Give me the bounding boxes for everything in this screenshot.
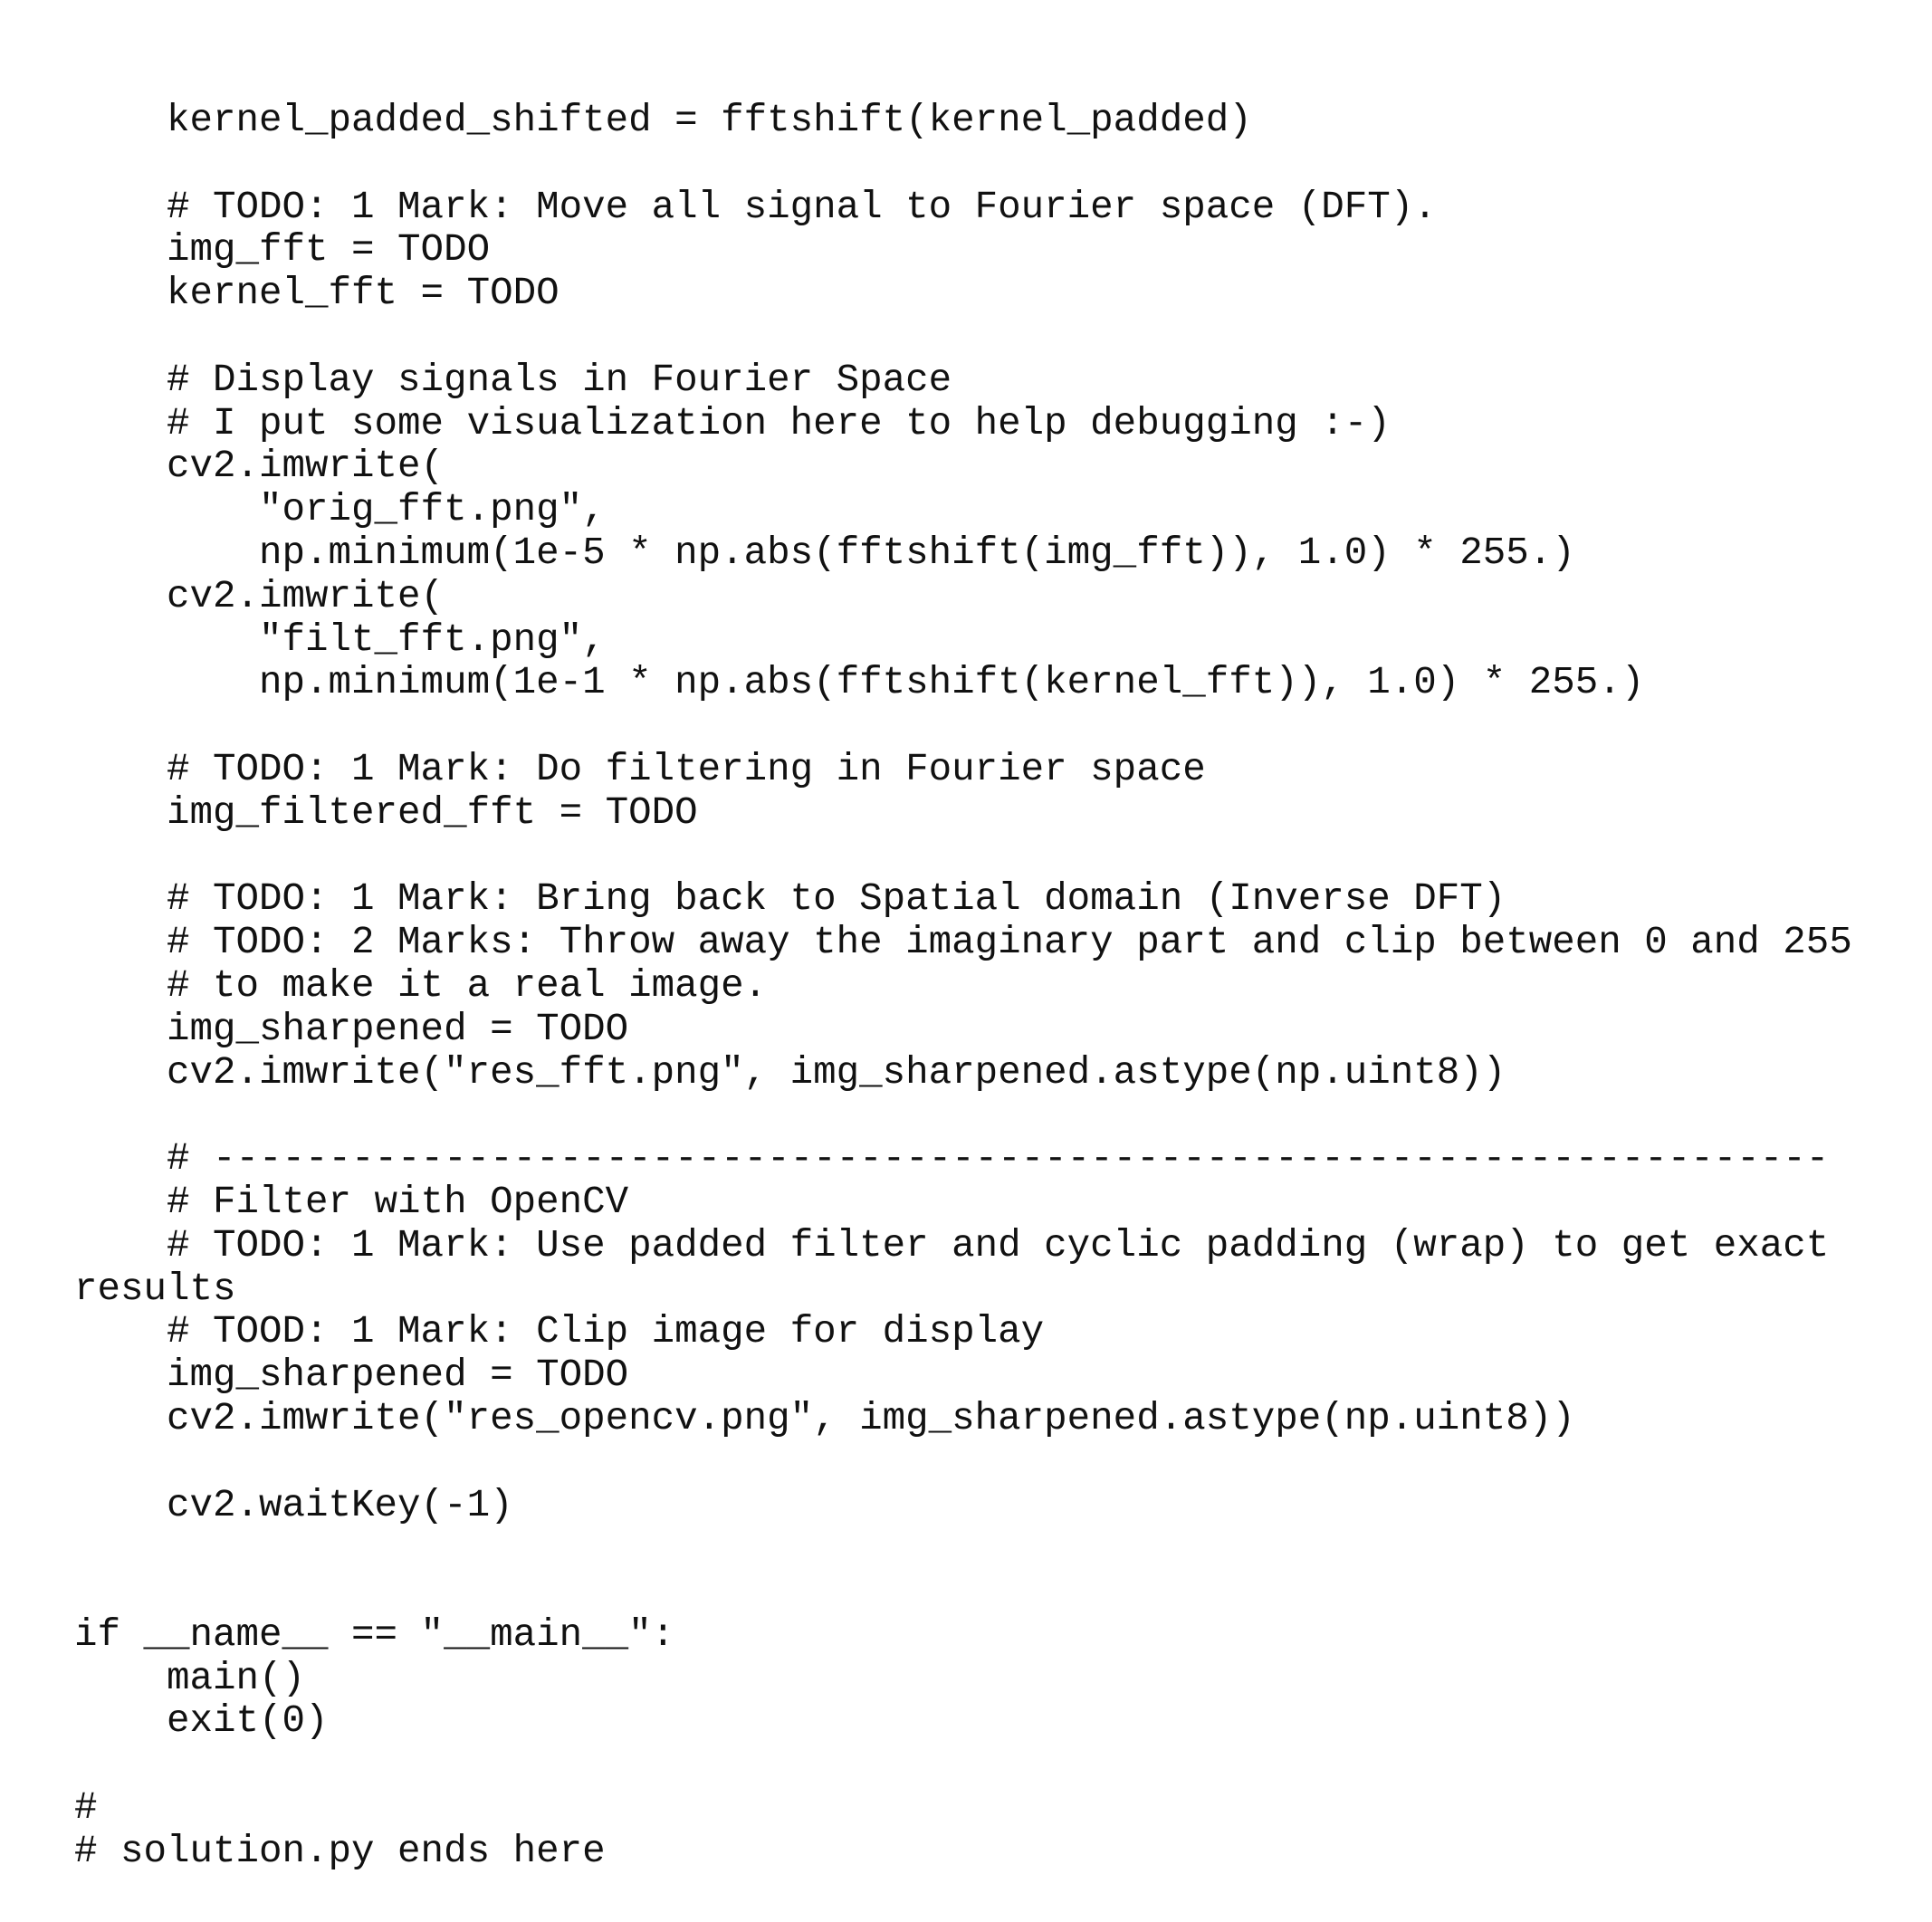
code-line: # TODO: 1 Mark: Do filtering in Fourier space (74, 747, 1206, 791)
code-line (74, 1744, 1852, 1787)
code-line: main() (74, 1656, 306, 1700)
code-line: exit(0) (74, 1699, 329, 1744)
code-line: # ---------------------------------------------------------------------- (74, 1137, 1830, 1181)
code-line (74, 1571, 1852, 1614)
code-line: cv2.imwrite( (74, 574, 445, 618)
code-line (74, 1095, 1852, 1138)
code-block (74, 100, 1852, 1874)
code-line: results (74, 1267, 236, 1311)
code-line: cv2.imwrite( (74, 445, 445, 489)
code-line: # (74, 1786, 98, 1831)
code-line: img_sharpened = TODO (74, 1007, 629, 1051)
code-line (74, 705, 1852, 749)
code-line: kernel_padded_shifted = fftshift(kernel_padded) (74, 99, 1252, 142)
code-line (74, 316, 1852, 359)
code-line: "filt_fft.png", (74, 617, 606, 662)
code-line: # to make it a real image. (74, 963, 768, 1008)
code-line (74, 836, 1852, 879)
code-line: "orig_fft.png", (74, 488, 606, 532)
code-line: kernel_fft = TODO (74, 272, 560, 316)
code-line: # TOOD: 1 Mark: Clip image for display (74, 1310, 1045, 1354)
code-line: cv2.imwrite("res_fft.png", img_sharpened.astype(np.uint8)) (74, 1050, 1506, 1095)
code-line: # I put some visualization here to help debugging :-) (74, 401, 1391, 445)
code-line: img_sharpened = TODO (74, 1353, 629, 1398)
code-line: if __name__ == "__main__": (74, 1612, 675, 1657)
code-line: # Filter with OpenCV (74, 1180, 629, 1224)
code-line: # solution.py ends here (74, 1829, 606, 1873)
code-line: cv2.waitKey(-1) (74, 1483, 513, 1527)
code-line: img_fft = TODO (74, 228, 491, 273)
code-line: cv2.imwrite("res_opencv.png", img_sharpened.astype(np.uint8)) (74, 1396, 1575, 1440)
code-line (74, 1441, 1852, 1485)
code-line (74, 1527, 1852, 1571)
code-line: # TODO: 1 Mark: Move all signal to Fourier space (DFT). (74, 185, 1437, 229)
code-line: # TODO: 1 Mark: Bring back to Spatial domain (Inverse DFT) (74, 877, 1506, 922)
code-line (74, 143, 1852, 186)
code-line: # Display signals in Fourier Space (74, 358, 952, 402)
code-line: # TODO: 2 Marks: Throw away the imaginary part and clip between 0 and 255 (74, 921, 1852, 965)
code-line: np.minimum(1e-1 * np.abs(fftshift(kernel_fft)), 1.0) * 255.) (74, 661, 1645, 705)
code-line: img_filtered_fft = TODO (74, 790, 698, 835)
code-line: # TODO: 1 Mark: Use padded filter and cyclic padding (wrap) to get exact (74, 1223, 1830, 1267)
code-line: np.minimum(1e-5 * np.abs(fftshift(img_fft)), 1.0) * 255.) (74, 531, 1575, 575)
